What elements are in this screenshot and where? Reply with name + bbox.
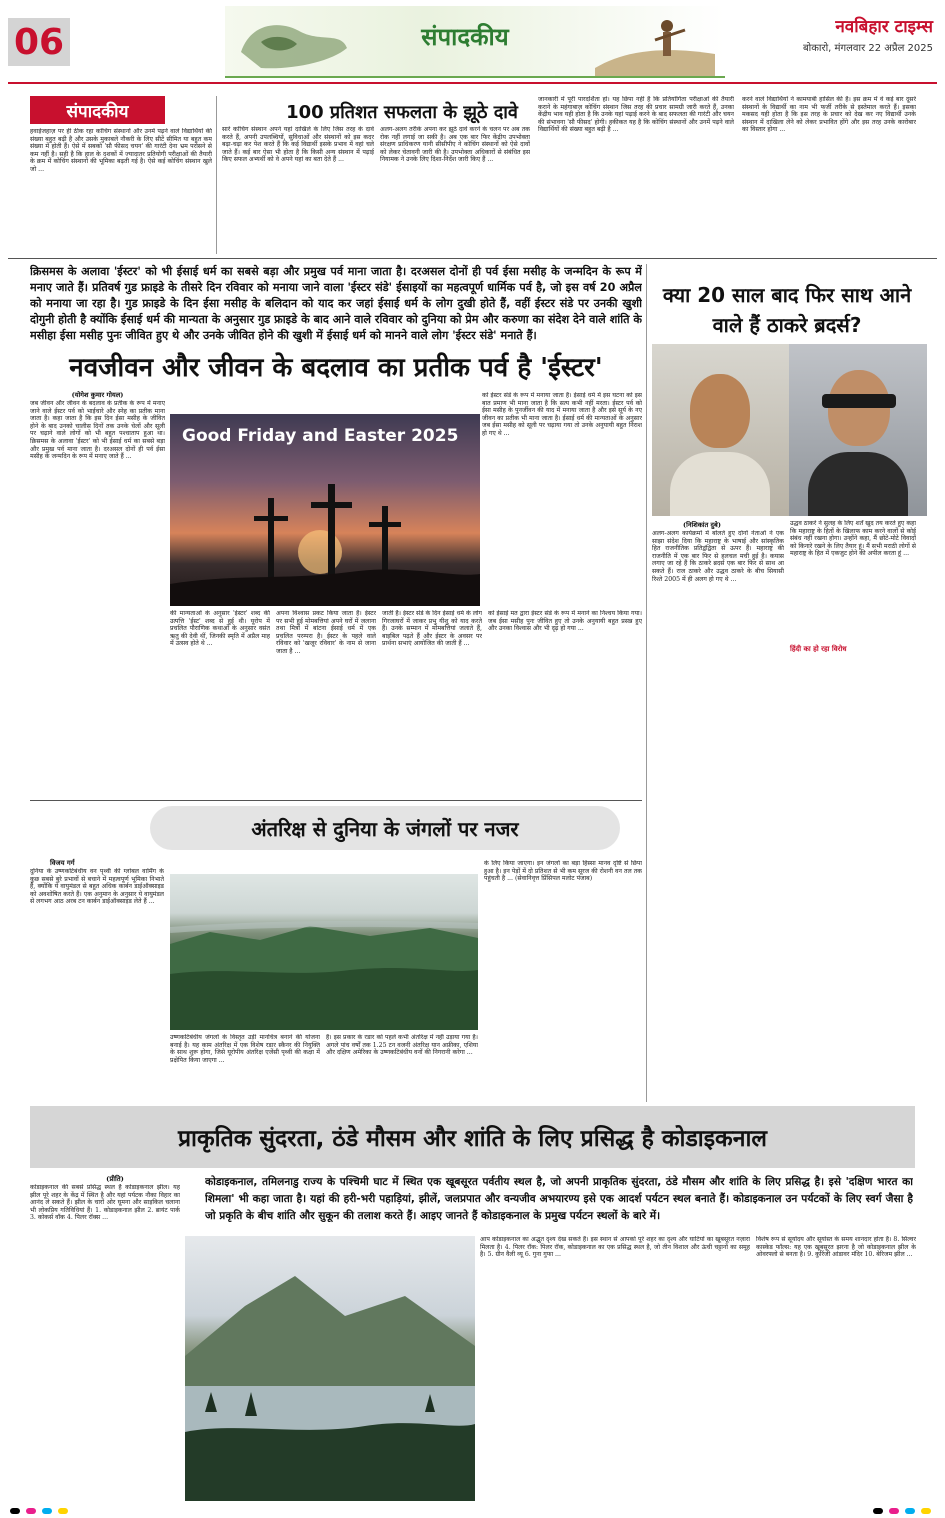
kodaikanal-column-2: आप कोडाइकनाल का अद्भुत दृश्य देख सकते हैं। इस स्थान से आपको पूरे शहर का दृश्य और घाटियों का खूबसूरत नज़ारा मिलता है। 4. पिलर रॉक: पिलर रॉक, कोडाइकनाल का एक प्रसिद्ध स्थल है, जो तीन विशाल और ऊंची चट्टानों का समूह है। 5. ग्रीन वैली व्यू 6. गुना गुफा ... xyxy=(480,1236,750,1259)
editorial-column-5: करने वाले विद्यार्थियों ने कामयाबी हासिल की है। इस क्रम में वे कई बार दूसरे संस्थानों के विद्यार्थी का नाम भी फर्जी तरीके से इस्तेमाल करते हैं। इसका मकसद यही होता है कि इस तरह के प्रचार को देख कर नए विद्यार्थी उनके संस्थान में दाखिला लेने को लेकर प्रभावित होंगे और इस तरह उनके कारोबार का विस्तार होगा ... xyxy=(742,96,916,134)
antariksh-headline-box xyxy=(150,806,620,850)
thackeray-headline: क्या 20 साल बाद फिर साथ आने वाले हैं ठाकरे ब्रदर्स? xyxy=(662,283,912,337)
thackeray-column-2: उद्धव ठाकरे ने सुलह के लिए शर्तें खुद तय करते हुए कहा कि महाराष्ट्र के हितों के खिलाफ काम करने वालों से कोई संबंध नहीं रखना होगा। उन्होंने कहा, मैं छोटे-मोटे विवादों को किनारे रखने के लिए तैयार हूं। मैं सभी मराठी लोगों से महाराष्ट्र के हित में एकजुट होने की अपील करता हूं ... xyxy=(790,520,916,558)
easter-headline: नवजीवन और जीवन के बदलाव का प्रतीक पर्व है 'ईस्टर' xyxy=(69,353,603,383)
antariksh-column-1: दुनिया के उष्णकटिबंधीय वन पृथ्वी की ग्लोबल वार्मिंग के कुछ सबसे बुरे प्रभावों से बचाने में महत्वपूर्ण भूमिका निभाते हैं, क्योंकि ये वायुमंडल से बहुत अधिक कार्बन डाईऑक्साइड को अवशोषित करते हैं। एक अनुमान के अनुसार ये वायुमंडल से लगभग आठ अरब टन कार्बन डाईऑक्साइड लेते हैं ... xyxy=(30,868,164,906)
antariksh-column-2: उष्णकटिबंधीय जंगलों के विस्तृत उड़ी मानचित्र बनाने की योजना बनाई है। यह काम अंतरिक्ष में एक विशेष रडार स्कैनर की नियुक्ति के साथ शुरू होगा, जिसे यूरोपीय अंतरिक्ष एजेंसी पृथ्वी की कक्षा में प्रक्षेपित किया जाएगा ... xyxy=(170,1034,320,1064)
easter-column-3: की मान्यताओं के अनुसार 'ईस्टर' शब्द की उत्पत्ति 'ईस्ट' शब्द से हुई थी। यूरोप में प्रचलित पौराणिक कथाओं के अनुसार वसंत ऋतु की देवी थीं, जिनकी स्मृति में अप्रैल माह में उत्सव होते थे ... xyxy=(170,610,270,648)
section-divider xyxy=(30,800,642,801)
kodaikanal-column-1: कोडाइकनाल की सबसे प्रसिद्ध स्थल है कोडाइकनाल झील। यह झील पूरे शहर के केंद्र में स्थित है और यहां पर्यटक नौका विहार का आनंद ले सकते हैं। झील के चारों ओर घूमना और साइकिल चलाना भी लोकप्रिय गतिविधियां हैं। 1. कोडाइकनाल झील 2. ब्रायंट पार्क 3. कोकर्स वॉक 4. पिलर रॉक्स ... xyxy=(30,1184,180,1222)
forest-photo xyxy=(170,874,478,1030)
hindi-subhead: हिंदी का हो रहा विरोध xyxy=(790,644,847,653)
editorial-column-4: जानकारी में पूरी पारदर्शिता हो। यह छिपा नहीं है कि प्रतियोगिता परीक्षाओं की तैयारी कराने के महंगाबाज़ कोचिंग संस्थान जिस तरह की प्रचार सामग्री जारी करते हैं, उनका केंद्रीय भाव यही होता है कि उनके यहां पढ़ाई करने के बाद सफलता की गारंटी और चयन की संभावना 'सौ फीसद' होगी। हकीकत यह है कि कोचिंग संस्थानों और उनमें पढ़ने वाले विद्यार्थियों की संख्या बहुत बढ़ी है ... xyxy=(538,96,734,134)
print-registration-marks xyxy=(0,1508,945,1518)
forest-icon xyxy=(170,874,478,1030)
easter-column-4: अपना विश्वास प्रकट किया जाता है। ईस्टर पर सभी हुई मोमबत्तियां अपने घरों में जलाना तथा मित्रों में बांटना ईसाई धर्म में एक प्रचलित परम्परा है। ईस्टर के पहले वाले रविवार को 'खजूर रविवार' के नाम से जाना जाता है ... xyxy=(276,610,376,655)
column-rule xyxy=(646,264,647,1102)
person-face-left xyxy=(690,374,750,448)
editorial-column-3: अलग-अलग तरीके अपना कर झूठे दावे करने के चलन पर अब तक रोक नहीं लगाई जा सकी है। अब एक बार फिर केंद्रीय उपभोक्ता संरक्षण प्राधिकरण यानी सीसीपीए ने कोचिंग संस्थानों को ऐसे दावों को लेकर चेतावनी जारी की है। उपभोक्ता अधिकारों से संबंधित इस नियामक ने उनके लिए दिशा-निर्देश जारी किए हैं ... xyxy=(380,126,530,164)
editorial-label: संपादकीय xyxy=(30,96,165,124)
person-body-right xyxy=(808,452,908,516)
section-divider xyxy=(8,258,937,259)
page-header xyxy=(0,0,945,86)
easter-photo xyxy=(170,414,480,606)
newspaper-name: नवबिहार टाइम्स xyxy=(835,17,933,37)
antariksh-column-3: है। इस प्रकार के रडार को पहले कभी अंतरिक्ष में नहीं उड़ाया गया है। अगले पांच वर्षों तक 1.25 टन वजनी अंतरिक्ष यान अफ्रीका, एशिया और दक्षिण अमेरिका के उष्णकटिबंधीय वनों की निगरानी करेगा ... xyxy=(326,1034,478,1057)
antariksh-headline: अंतरिक्ष से दुनिया के जंगलों पर नजर xyxy=(251,816,519,841)
statue-illustration-icon xyxy=(595,10,715,76)
kodaikanal-intro: कोडाइकनाल, तमिलनाडु राज्य के पश्चिमी घाट में स्थित एक खूबसूरत पर्वतीय स्थल है, जो अपनी प्राकृतिक सुंदरता, ठंडे मौसम और शांति के लिए प्रसिद्ध है। इसे 'दक्षिण भारत का शिमला' भी कहा जाता है। यहां की हरी-भरी पहाड़ियां, झीलें, जलप्रपात और वन्यजीव अभयारण्य इसे एक आदर्श पर्यटन स्थल बनाते हैं। कोडाइकनाल उन पर्यटकों के लिए स्वर्ग जैसा है जो प्रकृति के बीच शांति और सुकून की तलाश करते हैं। आइए जानते हैं कोडाइकनाल के प्रमुख पर्यटन स्थलों के बारे में। xyxy=(205,1176,913,1222)
editorial-column-2: सारे कोचिंग संस्थान अपने यहां दाखिले के लिए जिस तरह के दावे करते हैं, अपनी उपलब्धियों, सुविधाओं और संस्थानों को इस कदर बढ़ा-चढ़ा कर पेश करते हैं कि कई विद्यार्थी इसके प्रभाव में वहां चले जाते हैं। कई बार ऐसा भी होता है कि किसी अन्य संस्थान में पढ़ाई किए सफल अभ्यर्थी को वे अपने यहां का बता देते हैं ... xyxy=(222,126,374,164)
issue-date: बोकारो, मंगलवार 22 अप्रैल 2025 xyxy=(802,43,933,54)
kodaikanal-byline: (प्रीति) xyxy=(106,1175,124,1183)
easter-byline: (योगेश कुमार गोयल) xyxy=(71,391,124,399)
section-title: संपादकीय xyxy=(421,23,509,51)
map-illustration-icon xyxy=(231,12,351,76)
easter-column-1: जब जीवन और जीवन के बदलाव के प्रतीक के रूप में मनाए जाने वाले ईस्टर पर्व को भाईचारे और स्नेह का प्रतीक माना जाता है। कहा जाता है कि इस दिन ईसा मसीह के जीवित होने के बाद उनको चालीस दिनों तक उनके चेलों और सूली पर चढ़ाने वाले लोगों को भी बहुत पश्चाताप हुआ था। क्रिसमस के अलावा 'ईस्टर' को भी ईसाई धर्म का सबसे बड़ा और प्रमुख पर्व माना जाता है। दरअसल दोनों ही पर्व ईसा मसीह के जन्मदिन के रूप में मनाए जाते हैं ... xyxy=(30,400,165,461)
easter-column-6: को ईसाई मत द्वारा ईस्टर संडे के रूप में मनाने का निश्चय किया गया। जब ईसा मसीह पुनः जीवित हुए तो उनके अनुयायी बहुत प्रसन्न हुए और उनका विश्वास और भी दृढ़ हो गया ... xyxy=(488,610,642,633)
column-rule xyxy=(216,96,217,254)
antariksh-column-4: के लिए किया जाएगा। इन जंगलों का बड़ा हिस्सा मानव दृष्टि से छिपा हुआ है। इन पेड़ों में दो प्रतिशत से भी कम सूरज की रोशनी वन तल तक पहुंचती है ... (सेवानिवृत्त प्रिंसिपल मलोट पंजाब) xyxy=(484,860,642,883)
kodaikanal-headline: प्राकृतिक सुंदरता, ठंडे मौसम और शांति के लिए प्रसिद्ध है कोडाइकनाल xyxy=(177,1126,768,1152)
easter-intro: क्रिसमस के अलावा 'ईस्टर' को भी ईसाई धर्म का सबसे बड़ा और प्रमुख पर्व माना जाता है। दरअसल दोनों ही पर्व ईसा मसीह के जन्मदिन के रूप में मनाए जाते हैं। प्रतिवर्ष गुड फ्राइडे के तीसरे दिन रविवार को मनाया जाने वाला 'ईस्टर संडे' ईसाइयों का महत्वपूर्ण धार्मिक पर्व है, जो इस वर्ष 20 अप्रैल को मनाया जा रहा है। गुड फ्राइडे के दिन ईसा मसीह के बलिदान को याद कर जहां ईसाई धर्म के लोग दुखी होते हैं, वहीं ईस्टर संडे पर उनकी खुशी दोगुनी होती है क्योंकि ईसाई धर्म की मान्यता के अनुसार गुड फ्राइडे के बाद आने वाले रविवार को दुनिया को प्रेम और करुणा का संदेश देने वाले शांति के मसीहा ईसा मसीह पुनः जीवित हुए थे और उनके जीवित होने की खुशी में ईसाई धर्म को मानने वाले लोग 'ईस्टर संडे' मनाते हैं। xyxy=(30,265,642,342)
kodaikanal-column-3: विशेष रूप से सूर्योदय और सूर्यास्त के समय शानदार होता है। 8. सिल्वर कास्केड फॉल्स: यह एक खूबसूरत झरना है जो कोडाइकनाल झील के ओवरफ्लो से बनता है। 9. कुरिंजी आंडावर मंदिर 10. बेरिजम झील ... xyxy=(756,1236,916,1259)
kodaikanal-photo xyxy=(185,1236,475,1501)
person-body-left xyxy=(670,452,770,516)
lake-mountain-icon xyxy=(185,1236,475,1501)
person-face-right xyxy=(828,370,890,446)
editorial-headline: 100 प्रतिशत सफलता के झूठे दावे xyxy=(286,102,518,123)
editorial-column-1: हवाईजहाज़ पर ही ठीक रहा कोचिंग संस्थानों और उनमें पढ़ने वाले विद्यार्थियों की संख्या बहुत बढ़ी है और उसके मुकाबले नौकरी के लिए सीटें सीमित या बहुत कम संख्या में होती हैं। ऐसे में सबको 'सौ फीसद चयन' की गारंटी देना भ्रम परोसने से कम नहीं है। सही है कि हाल के दशकों में ज्यादातर प्रतियोगी परीक्षाओं की तैयारी के क्रम में कोचिंग संस्थानों की भूमिका बढ़ती गई है। ऐसे कई कोचिंग संस्थान खुले जो ... xyxy=(30,128,212,173)
thackeray-column-1: अलग-अलग कार्यक्रमों में बोलते हुए दोनों नेताओं ने एक साझा संदेश दिया कि महाराष्ट्र के भाषाई और सांस्कृतिक हित राजनीतिक प्रतिद्वंद्विता से ऊपर हैं। महाराष्ट्र की राजनीति में एक बार फिर से हलचल मची हुई है। कयास लगाए जा रहे हैं कि ठाकरे ब्रदर्स एक बार फिर से साथ आ सकते हैं। राज ठाकरे और उद्धव ठाकरे के बीच सियासी रिश्ते 2005 में ही अलग हो गए थे ... xyxy=(652,530,784,583)
easter-photo-caption: Good Friday and Easter 2025 xyxy=(182,426,459,446)
header-divider xyxy=(8,82,937,84)
page-number: 06 xyxy=(8,18,70,66)
sunglasses-icon xyxy=(822,394,896,408)
easter-column-5: जाती है। ईस्टर संडे के दिन ईसाई धर्म के लोग गिरजाघरों में जाकर प्रभु यीशु को याद करते हैं। उनके सम्मान में मोमबत्तियां जलाते हैं, बाइबिल पढ़ते हैं और ईस्टर के अवसर पर प्रार्थना सभाएं आयोजित की जाती हैं ... xyxy=(382,610,482,648)
crosses-icon xyxy=(170,414,480,606)
easter-column-2: को ईस्टर संडे के रूप में मनाया जाता है। ईसाई धर्म में इस घटना को इस बात प्रमाण भी माना जाता है कि सत्य कभी नहीं मरता। ईस्टर पर्व को ईसा मसीह के पुनर्जीवन की याद में मनाया जाता है और इसे सूर्य के नए जीवन का प्रतीक भी माना जाता है। ईसाई धर्म की मान्यताओं के अनुसार जब ईसा मसीह को सूली पर चढ़ाया गया तो उनके अनुयायी बहुत निराश हो गए थे ... xyxy=(482,392,642,437)
kodaikanal-headline-box xyxy=(30,1106,915,1168)
thackeray-byline: (निशिकांत दुबे) xyxy=(683,521,721,529)
thackeray-photo xyxy=(652,344,927,516)
antariksh-byline: विजय गर्ग xyxy=(50,859,75,867)
